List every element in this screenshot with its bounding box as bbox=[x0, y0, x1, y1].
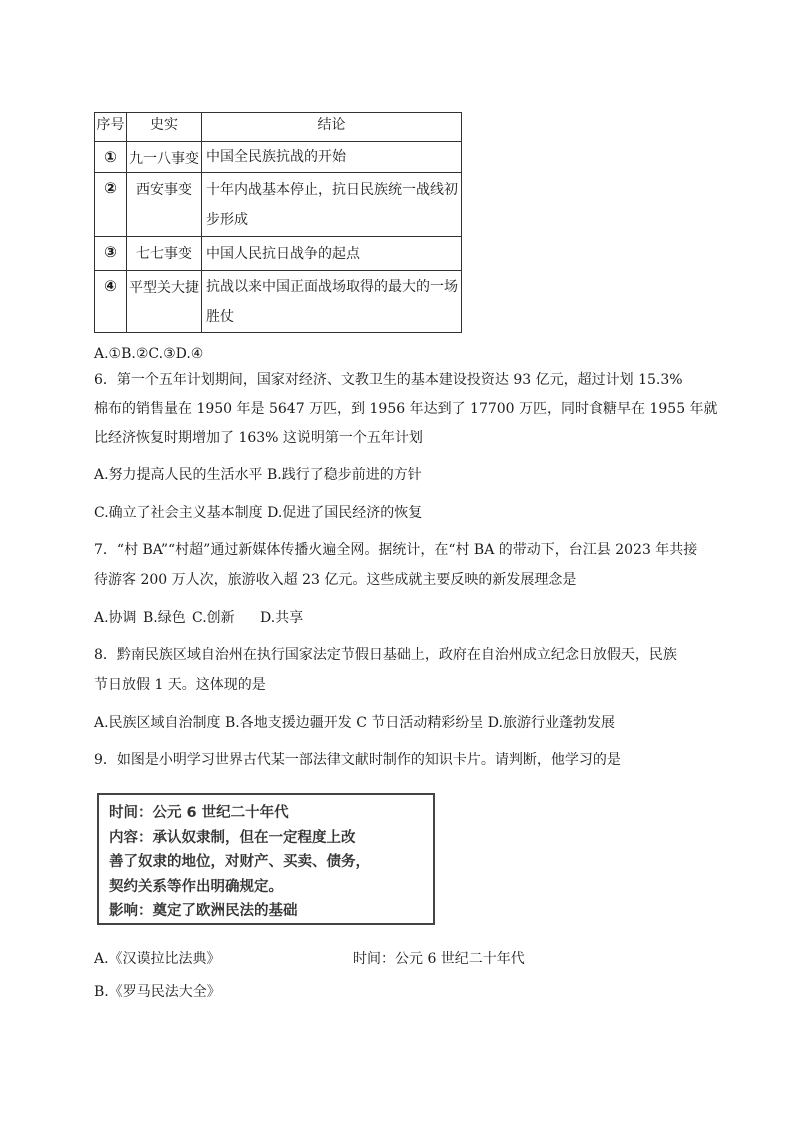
row-event: 平型关大捷 bbox=[129, 280, 199, 296]
card-line: 影响：奠定了欧洲民法的基础 bbox=[109, 903, 298, 919]
card-line: 时间：公元 6 世纪二十年代 bbox=[109, 805, 289, 821]
q8-options: A.民族区域自治制度 B.各地支援边疆开发 C 节日活动精彩纷呈 D.旅游行业蓬勃发展 bbox=[94, 715, 615, 731]
q7-line-1: 7．“村 BA”“村超”通过新媒体传播火遍全网。据统计，在“村 BA 的带动下，台江县 2023 年共接 bbox=[94, 542, 698, 558]
card-line: 契约关系等作出明确规定。 bbox=[109, 878, 283, 895]
row-event: 西安事变 bbox=[136, 182, 192, 198]
knowledge-card bbox=[97, 793, 435, 925]
q9-option-b: B.《罗马民法大全》 bbox=[94, 984, 221, 1000]
q8-line-1: 8．黔南民族区域自治州在执行国家法定节假日基础上，政府在自治州成立纪念日放假天，民族 bbox=[94, 647, 677, 663]
row-number: ④ bbox=[104, 277, 117, 295]
q6-line-1: 6．第一个五年计划期间，国家对经济、文教卫生的基本建设投资达 93 亿元，超过计划 15.3% bbox=[94, 372, 683, 388]
q9-side-note: 时间：公元 6 世纪二十年代 bbox=[353, 951, 525, 967]
q6-line-2: 棉布的销售量在 1950 年是 5647 万匹，到 1956 年达到了 17700 万匹，同时食糖早在 1955 年就 bbox=[94, 401, 718, 417]
table-header-row bbox=[95, 113, 462, 142]
q7-option-b: B.绿色 bbox=[143, 610, 186, 626]
q7-option-d: D.共享 bbox=[260, 610, 304, 626]
q7-line-2: 待游客 200 万人次，旅游收入超 23 亿元。这些成就主要反映的新发展理念是 bbox=[94, 572, 577, 588]
card-line: 内容：承认奴隶制，但在一定程度上改 bbox=[109, 829, 356, 846]
history-table bbox=[94, 112, 462, 333]
row-conclusion: 十年内战基本停止，抗日民族统一战线初步形成 bbox=[206, 181, 458, 228]
q6-options-2: C.确立了社会主义基本制度 D.促进了国民经济的恢复 bbox=[94, 505, 423, 521]
row-conclusion: 中国人民抗日战争的起点 bbox=[206, 245, 360, 262]
q9-option-a: A.《汉谟拉比法典》 bbox=[94, 951, 221, 967]
q6-line-3: 比经济恢复时期增加了 163% 这说明第一个五年计划 bbox=[94, 430, 423, 446]
table-row bbox=[95, 237, 462, 271]
q5-options: A.①B.②C.③D.④ bbox=[94, 346, 204, 362]
row-number: ② bbox=[104, 179, 117, 197]
q7-option-c: C.创新 bbox=[192, 610, 235, 626]
row-event: 七七事变 bbox=[136, 246, 192, 262]
header-number: 序号 bbox=[95, 113, 127, 142]
card-line: 善了奴隶的地位，对财产、买卖、债务， bbox=[109, 854, 370, 870]
table-row bbox=[95, 173, 462, 237]
header-event: 史实 bbox=[127, 113, 202, 142]
q6-options-1: A.努力提高人民的生活水平 B.践行了稳步前进的方针 bbox=[94, 467, 422, 483]
q7-option-a: A.协调 bbox=[94, 610, 137, 626]
row-conclusion: 中国全民族抗战的开始 bbox=[206, 149, 346, 165]
row-conclusion: 抗战以来中国正面战场取得的最大的一场胜仗 bbox=[206, 278, 458, 325]
table-row bbox=[95, 142, 462, 173]
row-event: 九一八事变 bbox=[129, 151, 199, 167]
row-number: ① bbox=[104, 148, 117, 166]
row-number: ③ bbox=[104, 243, 117, 261]
header-conclusion: 结论 bbox=[202, 113, 462, 142]
q8-line-2: 节日放假 1 天。这体现的是 bbox=[94, 677, 266, 693]
q9-stem: 9．如图是小明学习世界古代某一部法律文献时制作的知识卡片。请判断，他学习的是 bbox=[94, 752, 621, 768]
table-row bbox=[95, 271, 462, 333]
